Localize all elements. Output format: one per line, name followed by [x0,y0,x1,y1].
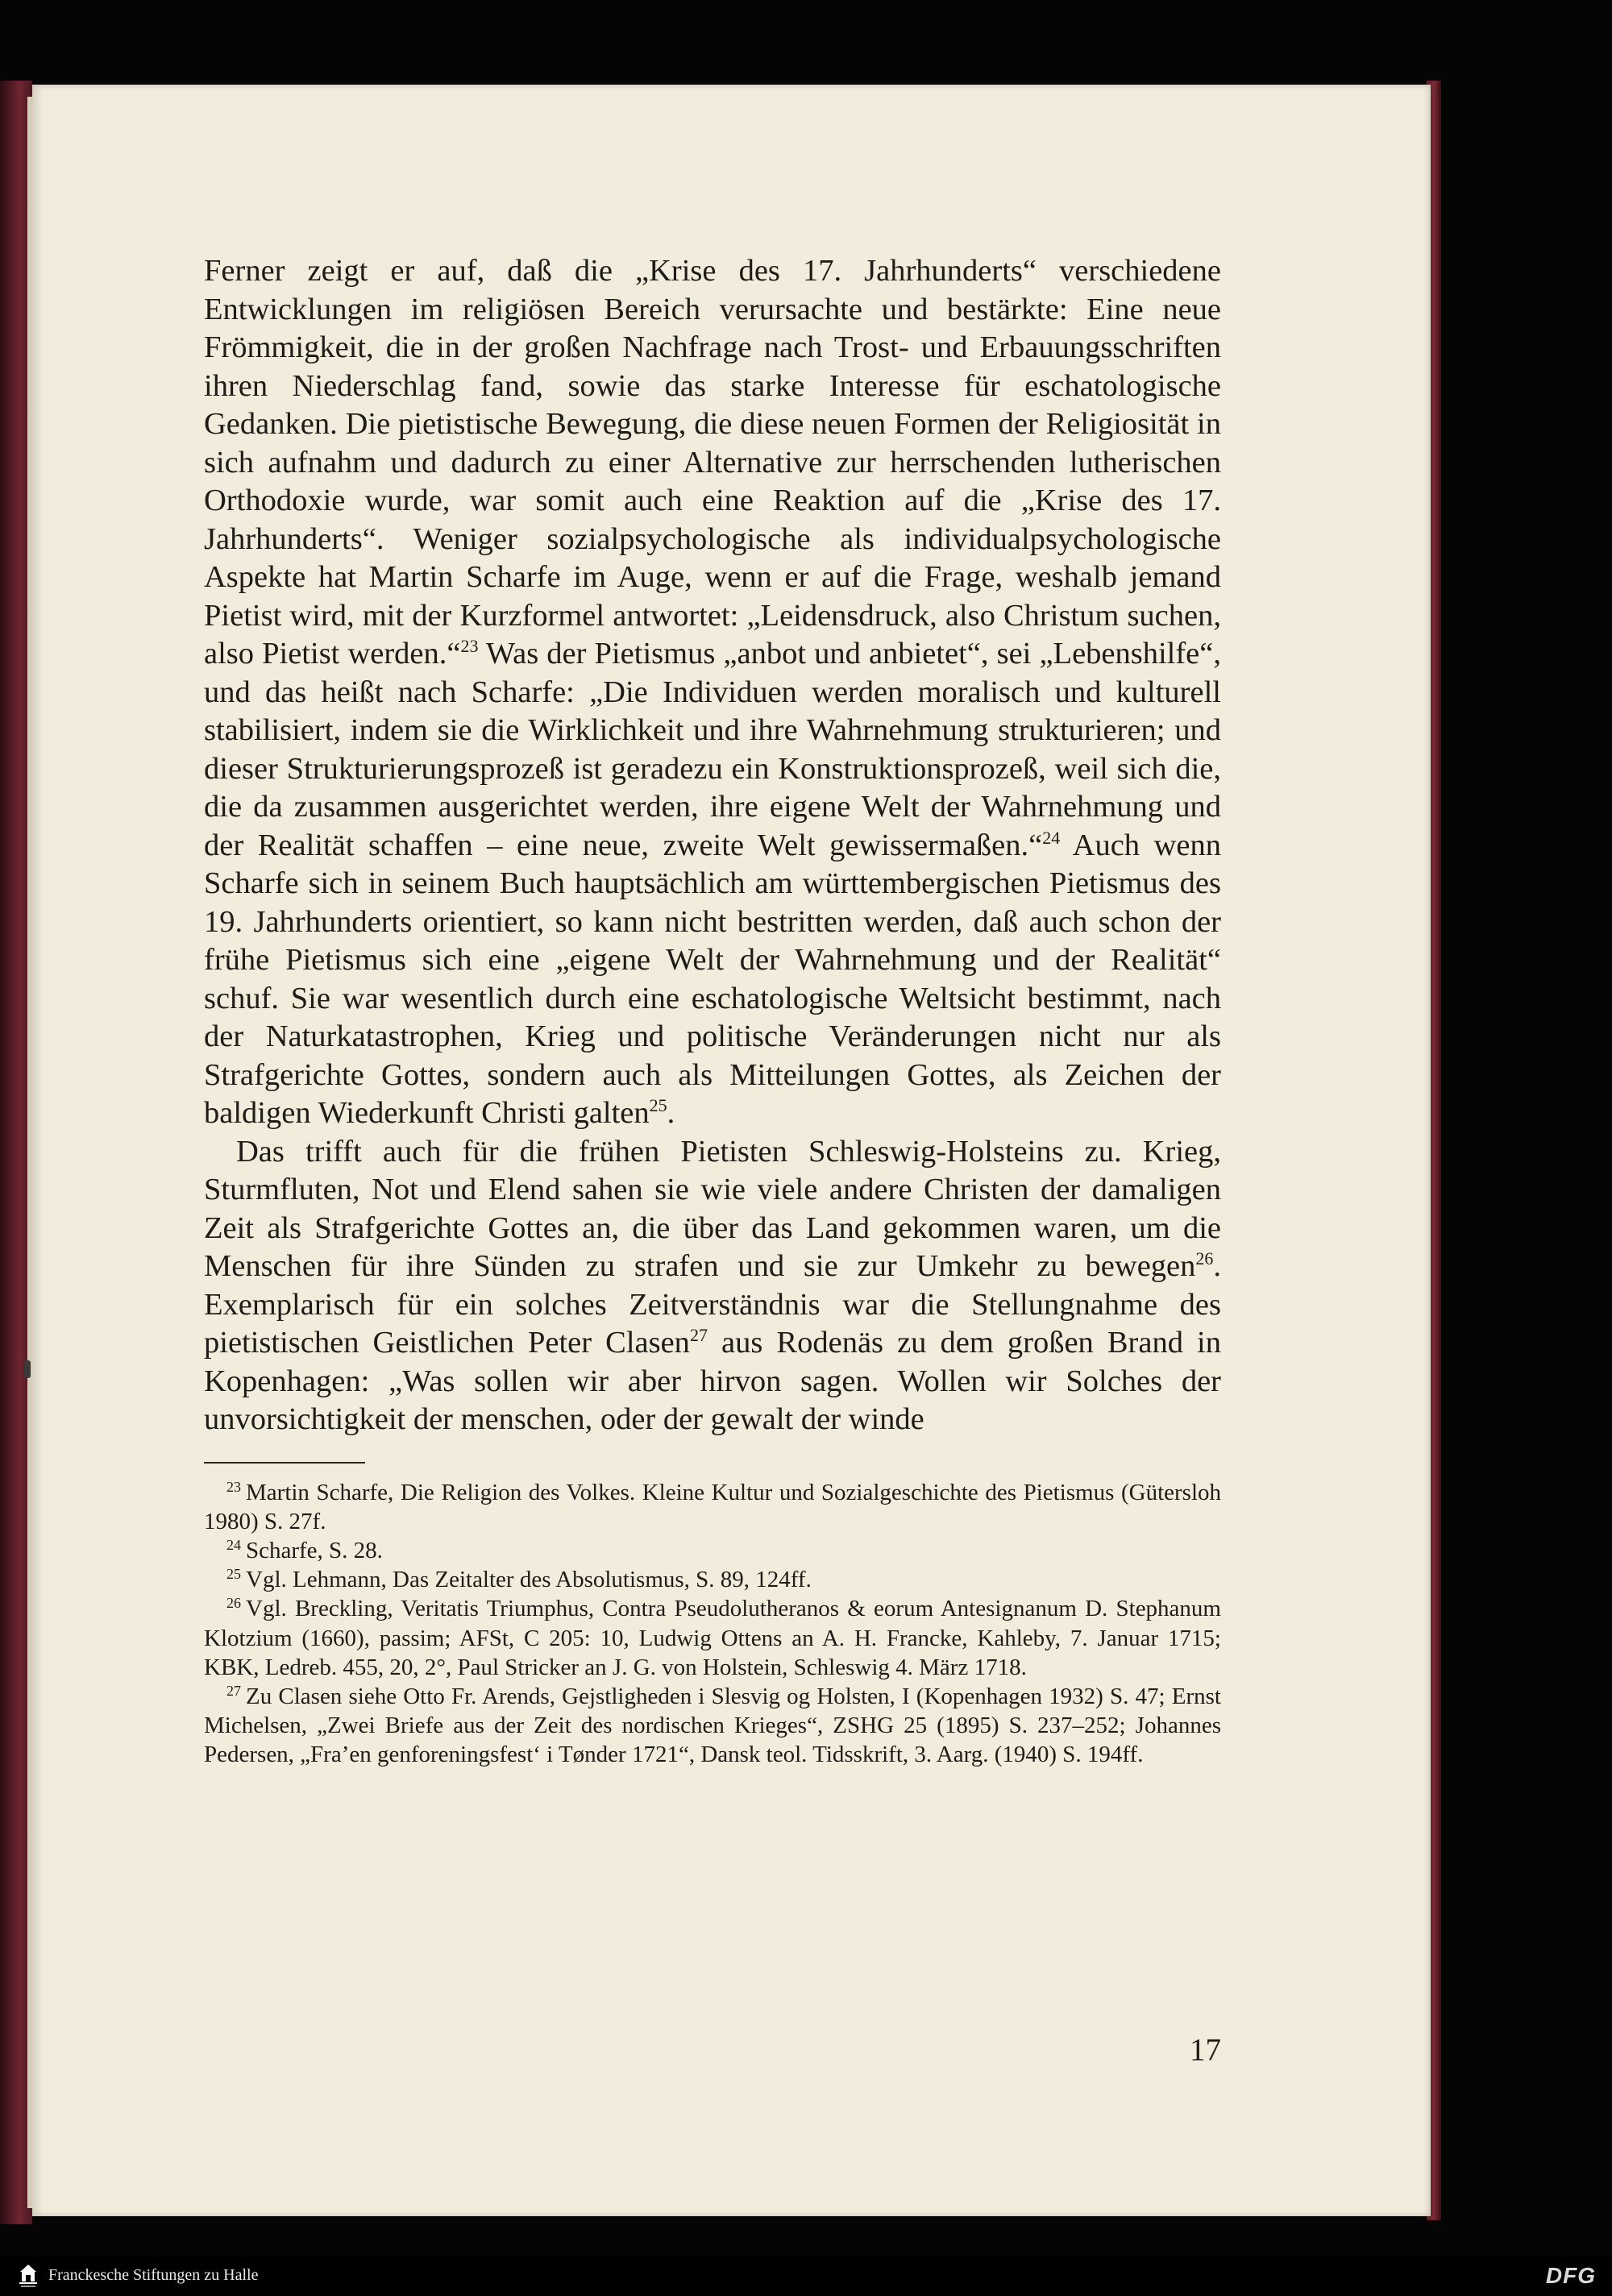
footnote-number: 24 [226,1536,241,1553]
footnote-reference: 27 [689,1325,708,1345]
body-text-segment: . Exemplarisch für ein solches Zeitverständnis war die Stellungnahme des pietistischen Geistlichen Peter Clasen [204,1249,1221,1360]
body-text-segment: aus Rodenäs zu dem großen Brand in Kopenhagen: „Was sollen wir aber hirvon sagen. Wollen wir Solches der unvorsichtigkeit der menschen, oder der gewalt der winde [204,1326,1221,1436]
footnote-number: 23 [226,1478,241,1495]
footnote-text: Vgl. Breckling, Veritatis Triumphus, Contra Pseudolutheranos & eorum Antesignanum D. Stephanum Klotzium (1660), passim; AFSt, C 205: 10, Ludwig Ottens an A. H. Francke, Kahleby, 7. Januar 1715; KBK, Ledreb. 455, 20, 2°, Paul Stricker an J. G. von Holstein, Schleswig 4. März 1718. [204,1596,1221,1680]
page-content [204,252,1221,1770]
footnote-number: 27 [226,1682,241,1699]
footnote [204,1478,1221,1536]
body-text-segment: . [667,1096,675,1130]
margin-mark [24,1360,31,1378]
footnote-text: Vgl. Lehmann, Das Zeitalter des Absolutismus, S. 89, 124ff. [246,1567,812,1593]
body-text [204,252,1221,1439]
body-paragraph [204,252,1221,1133]
footnote-text: Zu Clasen siehe Otto Fr. Arends, Gejstligheden i Slesvig og Holsten, I (Kopenhagen 1932) S. 47; Ernst Michelsen, „Zwei Briefe aus der Zeit des nordischen Krieges“, ZSHG 25 (1895) S. 237–252; Johannes Pedersen, „Fra’en genforeningsfest‘ i Tønder 1721“, Dansk teol. Tidsskrift, 3. Aarg. (1940) S. 194ff. [204,1683,1221,1768]
body-text-segment: Ferner zeigt er auf, daß die „Krise des 17. Jahrhunderts“ verschiedene Entwicklungen im religiösen Bereich verursachte und bestärkte: Eine neue Frömmigkeit, die in der großen Nachfrage nach Trost- und Erbauungsschriften ihren Niederschlag fand, sowie das starke Interesse für eschatologische Gedanken. Die pietistische Bewegung, die diese neuen Formen der Religiosität in sich aufnahm und dadurch zu einer Alternative zur herrschenden lutherischen Orthodoxie wurde, war somit auch eine Reaktion auf die „Krise des 17. Jahrhunderts“. Weniger sozialpsychologische als individualpsychologische Aspekte hat Martin Scharfe im Auge, wenn er auf die Frage, weshalb jemand Pietist wird, mit der Kurzformel antwortet: „Leidensdruck, also Christum suchen, also Pietist werden.“ [204,254,1221,671]
body-text-segment: Auch wenn Scharfe sich in seinem Buch hauptsächlich am württembergischen Pietismus des 19. Jahrhunderts orientiert, so kann nicht bestritten werden, daß auch schon der frühe Pietismus sich eine „eigene Welt der Wahrnehmung und der Realität“ schuf. Sie war wesentlich durch eine eschatologische Weltsicht bestimmt, nach der Naturkatastrophen, Krieg und politische Veränderungen nicht nur als Strafgerichte Gottes, sondern auch als Mitteilungen Gottes, als Zeichen der baldigen Wiederkunft Christi galten [204,828,1221,1130]
footnote-separator [204,1462,365,1464]
footnote [204,1594,1221,1682]
footer-institution: Franckesche Stiftungen zu Halle [48,2266,259,2284]
footnote-reference: 26 [1195,1248,1214,1268]
footnote-text: Scharfe, S. 28. [246,1537,383,1563]
footnote-number: 25 [226,1566,241,1583]
body-paragraph [204,1133,1221,1439]
footnote-reference: 23 [460,636,479,656]
footnote [204,1536,1221,1565]
footnote-reference: 24 [1042,827,1061,848]
footnote-text: Martin Scharfe, Die Religion des Volkes. Kleine Kultur und Sozialgeschichte des Pietismus (Gütersloh 1980) S. 27f. [204,1479,1221,1534]
book-page [32,85,1431,2216]
footnote [204,1682,1221,1770]
body-text-segment: Was der Pietismus „anbot und anbietet“, sei „Lebenshilfe“, und das heißt nach Scharfe: „Die Individuen werden moralisch und kulturell stabilisiert, indem sie die Wirklichkeit und ihre Wahrnehmung strukturieren; und dieser Strukturierungsprozeß ist geradezu ein Konstruktionsprozeß, weil sich die, die da zusammen ausgerichtet werden, ihre eigene Welt der Wahrnehmung und der Realität schaffen – eine neue, zweite Welt gewissermaßen.“ [204,637,1221,862]
page-number: 17 [1190,2032,1221,2067]
footnote [204,1565,1221,1594]
footnote-number: 26 [226,1595,241,1612]
footer-dfg-logo: DFG [1545,2263,1596,2288]
francke-foundation-logo-icon [15,2262,42,2290]
footnotes [204,1478,1221,1770]
footnote-reference: 25 [649,1095,667,1115]
body-text-segment: Das trifft auch für die frühen Pietisten Schleswig-Holsteins zu. Krieg, Sturmfluten, Not und Elend sahen sie wie viele andere Christen der damaligen Zeit als Strafgerichte Gottes an, die über das Land gekommen waren, um die Menschen für ihre Sünden zu strafen und sie zur Umkehr zu bewegen [204,1134,1221,1283]
